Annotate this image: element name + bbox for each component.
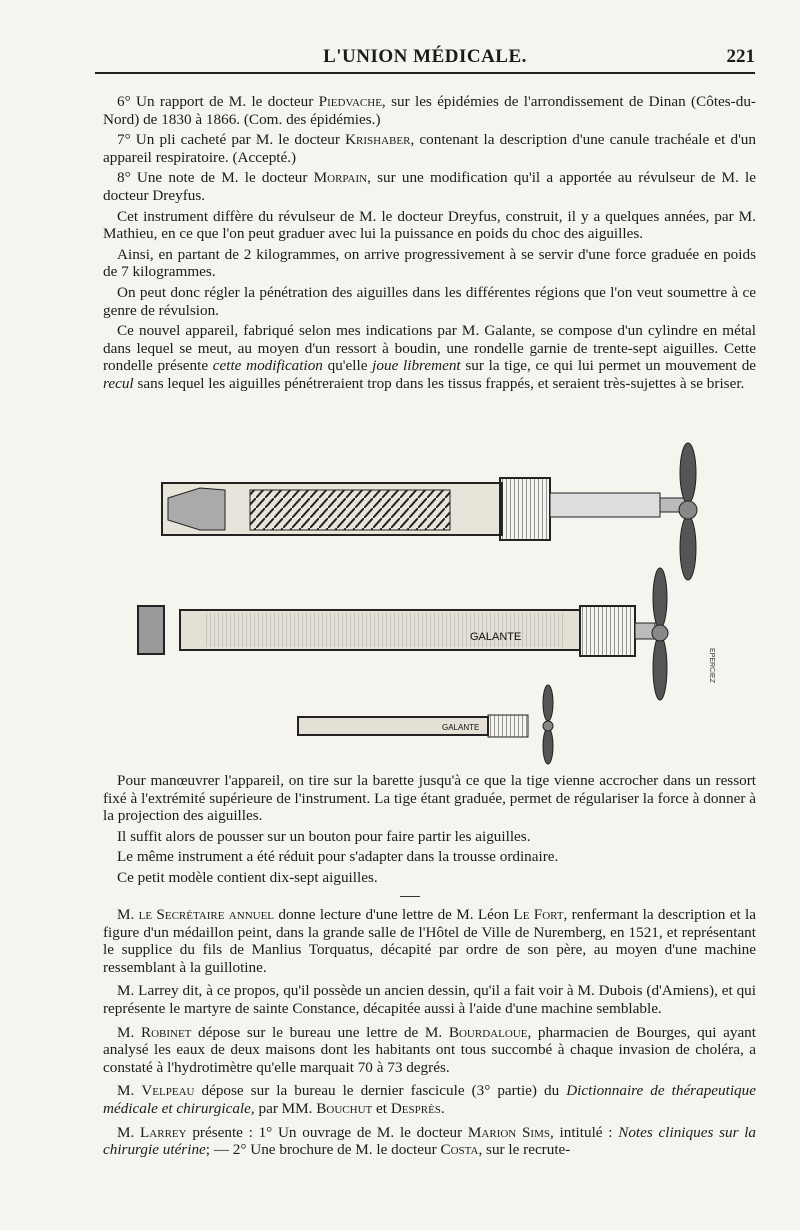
paragraph-small-model: Ce petit modèle contient dix-sept aiguilles. — [117, 868, 378, 886]
paragraph-penetration: On peut donc régler la pénétration des aiguilles dans les différentes régions que l'on veut soumettre à ce genre de révulsion. — [103, 283, 756, 319]
small-revulsor — [298, 685, 553, 764]
revulsor-cap — [138, 606, 164, 654]
large-revulsor-open — [162, 443, 697, 580]
section-divider — [400, 896, 420, 897]
paragraph-velpeau: M. Velpeau dépose sur la bureau le dernier fascicule (3° partie) du Dictionnaire de thérapeutique médicale et chirurgicale, par MM. Bouchut et Desprès. — [103, 1082, 756, 1117]
paragraph-larrey-drawing: M. Larrey dit, à ce propos, qu'il possède un ancien dessin, qu'il a fait voir à M. Dubois (d'Amiens), et qui représente le martyre de sainte Constance, décapitée aussi à l'aide d'une machine semblable. — [103, 982, 756, 1017]
paragraph-robinet: M. Robinet dépose sur le bureau une lettre de M. Bourdaloue, pharmacien de Bourges, qui ayant analysé les eaux de deux maisons dont les habitants ont tous succombé à chaque invasion de choléra, a constaté à l'hydrotimètre qu'elle marquait 70 à 73 degrés. — [103, 1023, 756, 1076]
paragraph-instrument: Cet instrument diffère du révulseur de M. le docteur Dreyfus, construit, il y a quelques années, par M. Mathieu, en ce que l'on peut graduer avec lui la puissance en poids du choc des aiguilles. — [103, 207, 756, 243]
revulsor-engraving — [130, 438, 730, 768]
paragraph-operation: Pour manœuvrer l'appareil, on tire sur la barette jusqu'à ce que la tige vienne accrocher dans un ressort fixé à l'extrémité supérieure de l'instrument. La tige étant graduée, permet de régulariser la force à donner à la projection des aiguilles. — [103, 772, 756, 825]
paragraph-larrey-presents: M. Larrey présente : 1° Un ouvrage de M. le docteur Marion Sims, intitulé : Notes cliniques sur la chirurgie utérine; — 2° Une brochure de M. le docteur Costa, sur le recrute- — [103, 1123, 757, 1159]
paragraph-item-6: 6° Un rapport de M. le docteur Piedvache, sur les épidémies de l'arrondissement de Dinan (Côtes-du-Nord) de 1830 à 1866. (Com. des épidémies.) — [103, 93, 756, 128]
minutes-block — [103, 906, 756, 1165]
paragraph-force: Ainsi, en partant de 2 kilogrammes, on arrive progressivement à se servir d'une force graduée en poids de 7 kilogrammes. — [103, 245, 756, 281]
paragraph-galante: Ce nouvel appareil, fabriqué selon mes indications par M. Galante, se compose d'un cylindre en métal dans lequel se meut, au moyen d'un ressort à boudin, une rondelle garnie de trente-sept aiguilles. Cette rondelle présente cette modification qu'elle joue librement sur la tige, ce qui lui permet un mouvement de recul sans lequel les aiguilles pénétreraient trop dans les tissus frappés, et seraient très-sujettes à se briser. — [103, 322, 757, 392]
maker-label-small: GALANTE — [442, 723, 480, 732]
maker-label-large: GALANTE — [470, 631, 522, 643]
large-revulsor-closed — [180, 568, 715, 700]
paragraph-item-7: 7° Un pli cacheté par M. le docteur Krishaber, contenant la description d'une canule trachéale et d'un appareil respiratoire. (Accepté.) — [103, 131, 756, 166]
journal-title: L'UNION MÉDICALE. — [323, 46, 527, 67]
paragraph-reduced: Le même instrument a été réduit pour s'adapter dans la trousse ordinaire. — [117, 848, 559, 866]
paragraph-secretary: M. le Secrétaire annuel donne lecture d'une lettre de M. Léon Le Fort, renfermant la description et la figure d'un médaillon peint, dans la grande salle de l'Hôtel de Ville de Nuremberg, en 1521, et représentant le supplice du fils de Manlius Torquatus, décapité par ordre de son père, au moyen d'une machine ressemblant à la guillotine. — [103, 906, 756, 976]
top-text-block — [103, 93, 756, 396]
running-header — [95, 42, 755, 74]
engraver-signature: EPERCIEZ — [708, 648, 715, 684]
paragraph-button: Il suffit alors de pousser sur un bouton pour faire partir les aiguilles. — [117, 827, 531, 845]
bottom-text-block — [103, 772, 756, 890]
page-number: 221 — [726, 46, 755, 67]
paragraph-item-8: 8° Une note de M. le docteur Morpain, sur une modification qu'il a apportée au révulseur de M. le docteur Dreyfus. — [103, 169, 756, 204]
